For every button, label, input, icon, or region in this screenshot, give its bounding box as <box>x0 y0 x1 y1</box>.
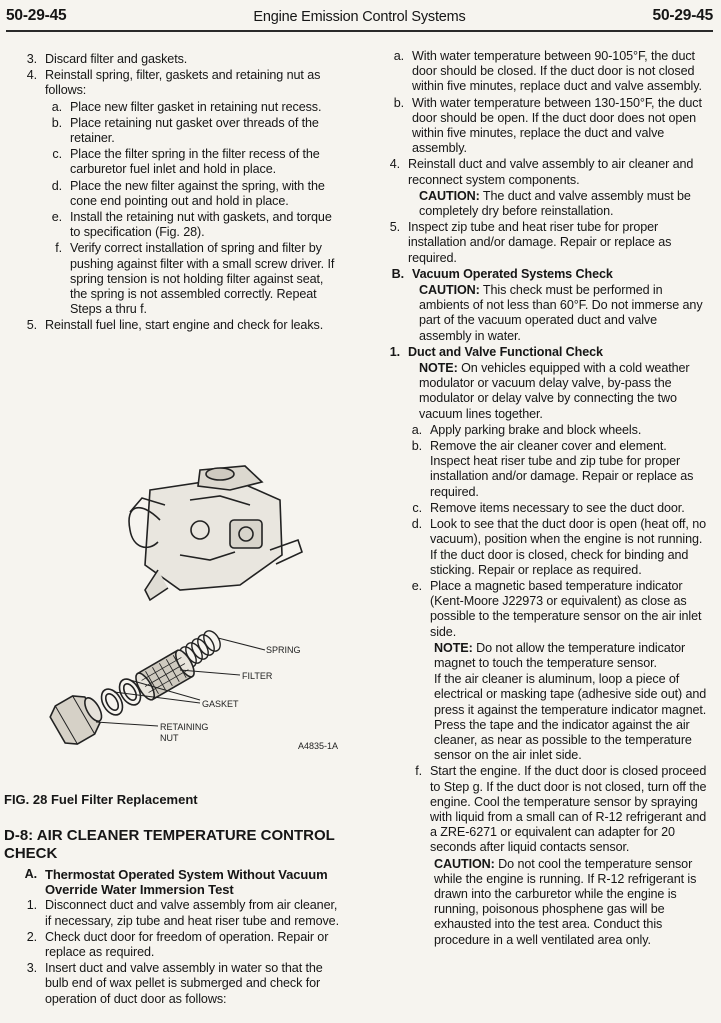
list-item: a. Apply parking brake and block wheels. <box>411 422 642 437</box>
step-heading: 1. Duct and Valve Functional Check <box>389 344 603 359</box>
figure-caption: FIG. 28 Fuel Filter Replacement <box>4 792 198 807</box>
list-item: f. Start the engine. If the duct door is closed proceed to Step g. If the duct door is not closed, turn off the engine. Cool the temperature sensor by spraying with liquid from a small can of R-12 refrigerant and a ZRE-6271 or equivalent can adapter for 20 seconds after liquid contacts sensor. <box>415 764 707 855</box>
left-column <box>4 52 342 335</box>
caution-note: CAUTION: This check must be performed in ambients of not less than 60°F. Do not immerse any part of the vacuum operated duct and valve assembly in water. <box>419 283 703 343</box>
subsection-heading: A. Thermostat Operated System Without Vacuum Override Water Immersion Test <box>24 867 328 898</box>
list-item: f. Verify correct installation of spring and filter by pushing against filter with a small screw driver. If spring tension is not holding filter against seat, the spring is not assembled correctly. Repeat Steps a thru f. <box>55 241 335 317</box>
list-item: d. Place the new filter against the spring, with the cone end pointing out and hold in place. <box>51 178 325 208</box>
label-retaining: RETAINING <box>160 722 209 732</box>
caution-note: CAUTION: The duct and valve assembly must be completely dry before reinstallation. <box>419 188 691 219</box>
section-title: D-8: AIR CLEANER TEMPERATURE CONTROL CHECK <box>4 827 335 862</box>
label-nut: NUT <box>160 733 179 743</box>
list-item: a. Place new filter gasket in retaining nut recess. <box>51 99 322 114</box>
note: NOTE: On vehicles equipped with a cold weather modulator or vacuum delay valve, by-pass the modulator or delay valve by connecting the two vacuum lines together. <box>419 361 690 421</box>
list-item: c. Remove items necessary to see the duct door. <box>412 500 685 515</box>
list-item: a. With water temperature between 90-105°F, the duct door should be closed. If the duct door is not closed within five minutes, replace duct and valve assembly. <box>393 49 702 94</box>
label-filter: FILTER <box>242 671 273 681</box>
figure-code: A4835-1A <box>298 741 339 751</box>
paragraph: If the air cleaner is aluminum, loop a piece of electrical or masking tape (adhesive side out) and press it against the temperature indicator magnet. Press the tape and the indicator against the air cleaner, as near as possible to the temperature sensor on the air inlet side. <box>434 672 707 763</box>
list-item: 5. Inspect zip tube and heat riser tube for proper installation and/or damage. Repair or replace as required. <box>389 220 672 265</box>
caution-note: CAUTION: Do not cool the temperature sensor while the engine is running. If R-12 refrigerant is drawn into the carburetor while the engine is running, poisonous phosphene gas will be exhausted into the test area. Conduct this procedure in a well ventilated area only. <box>434 856 697 947</box>
list-item: 5. Reinstall fuel line, start engine and check for leaks. <box>26 318 324 333</box>
page-number-left: 50-29-45 <box>6 7 67 24</box>
label-gasket: GASKET <box>202 699 239 709</box>
fuel-filter-diagram <box>30 460 350 760</box>
label-spring: SPRING <box>266 645 301 655</box>
list-item: 4. Reinstall spring, filter, gaskets and retaining nut as follows: <box>26 68 321 98</box>
page-header <box>6 4 713 32</box>
list-item: b. Remove the air cleaner cover and element. Inspect heat riser tube and zip tube for proper installation and/or damage. Repair or replace as required. <box>411 439 694 499</box>
list-item: 1. Disconnect duct and valve assembly from air cleaner, if necessary, zip tube and heat riser tube and remove. <box>26 898 339 928</box>
list-item: 4. Reinstall duct and valve assembly to air cleaner and reconnect system components. <box>389 157 694 187</box>
right-column <box>372 49 709 949</box>
list-item: e. Install the retaining nut with gaskets, and torque to specification (Fig. 28). <box>51 210 332 240</box>
list-item: b. With water temperature between 130-150°F, the duct door should be open. If the duct door does not open within five minutes, replace the duct and valve assembly. <box>393 95 702 156</box>
list-item: 2. Check duct door for freedom of operation. Repair or replace as required. <box>26 929 329 960</box>
list-item: 3. Discard filter and gaskets. <box>26 52 188 66</box>
list-item: b. Place retaining nut gasket over threads of the retainer. <box>51 115 319 146</box>
list-item: d. Look to see that the duct door is open (heat off, no vacuum), position when the engine is not running. If the duct door is closed, check for binding and sticking. Repair or replace as required. <box>411 517 707 577</box>
subsection-heading: B. Vacuum Operated Systems Check <box>391 266 613 281</box>
page-number-right: 50-29-45 <box>652 7 713 24</box>
note: NOTE: Do not allow the temperature indicator magnet to touch the temperature sensor. <box>434 640 686 670</box>
list-item: c. Place the filter spring in the filter recess of the carburetor fuel inlet and hold in place. <box>52 147 320 177</box>
fuel-filter-figure <box>30 460 350 760</box>
left-column-bottom <box>4 867 342 1008</box>
page-title: Engine Emission Control Systems <box>253 9 466 25</box>
list-item: e. Place a magnetic based temperature indicator (Kent-Moore J22973 or equivalent) as close as possible to the temperature sensor on the air inlet side. <box>411 578 702 639</box>
list-item: 3. Insert duct and valve assembly in water so that the bulb end of wax pellet is submerged and check for operation of duct door as follows: <box>26 961 323 1006</box>
